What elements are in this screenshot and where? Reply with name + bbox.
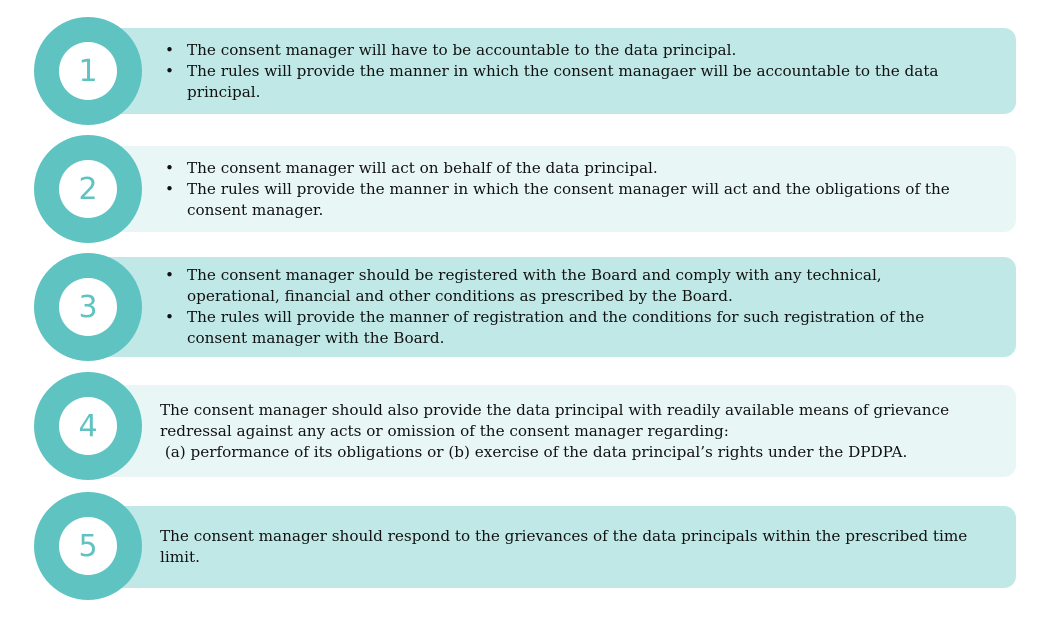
step-2-circle (34, 135, 142, 243)
step-3-bullet-1: • The consent manager should be registered with the Board and comply with any technical, operational, financial and other conditions as prescribed by the Board. (160, 265, 976, 307)
step-5-circle (34, 492, 142, 600)
step-2-bullets (160, 158, 976, 221)
step-5-text: The consent manager should respond to the grievances of the data principals within the prescribed time limit. (160, 527, 973, 566)
step-2-panel (92, 146, 1016, 232)
step-3-number: 3 (59, 278, 117, 336)
step-1-bullet-1: • The consent manager will have to be accountable to the data principal. (160, 40, 976, 61)
step-1-bullets (160, 40, 976, 103)
step-3-bullet-2: • The rules will provide the manner of registration and the conditions for such registration of the consent manager with the Board. (160, 307, 976, 349)
step-5-panel (92, 506, 1016, 588)
step-1-circle (34, 17, 142, 125)
step-5-number: 5 (59, 517, 117, 575)
step-4-panel (92, 385, 1016, 477)
step-2-bullet-2: • The rules will provide the manner in which the consent manager will act and the obligations of the consent manager. (160, 179, 976, 221)
step-1-panel (92, 28, 1016, 114)
step-3-circle (34, 253, 142, 361)
step-4-number: 4 (59, 397, 117, 455)
step-1-bullet-2: • The rules will provide the manner in which the consent managaer will be accountable to the data principal. (160, 61, 976, 103)
step-1-number: 1 (59, 42, 117, 100)
step-3-panel (92, 257, 1016, 357)
step-2-bullet-1: • The consent manager will act on behalf of the data principal. (160, 158, 976, 179)
step-3-bullets (160, 265, 976, 349)
step-2-number: 2 (59, 160, 117, 218)
step-4-circle (34, 372, 142, 480)
step-4-text: The consent manager should also provide the data principal with readily available means of grievance redressal against any acts or omission of the consent manager regarding: (a) performance of its obligations or (b) exercise of the data principal’s rights under the DPDPA. (160, 400, 950, 461)
